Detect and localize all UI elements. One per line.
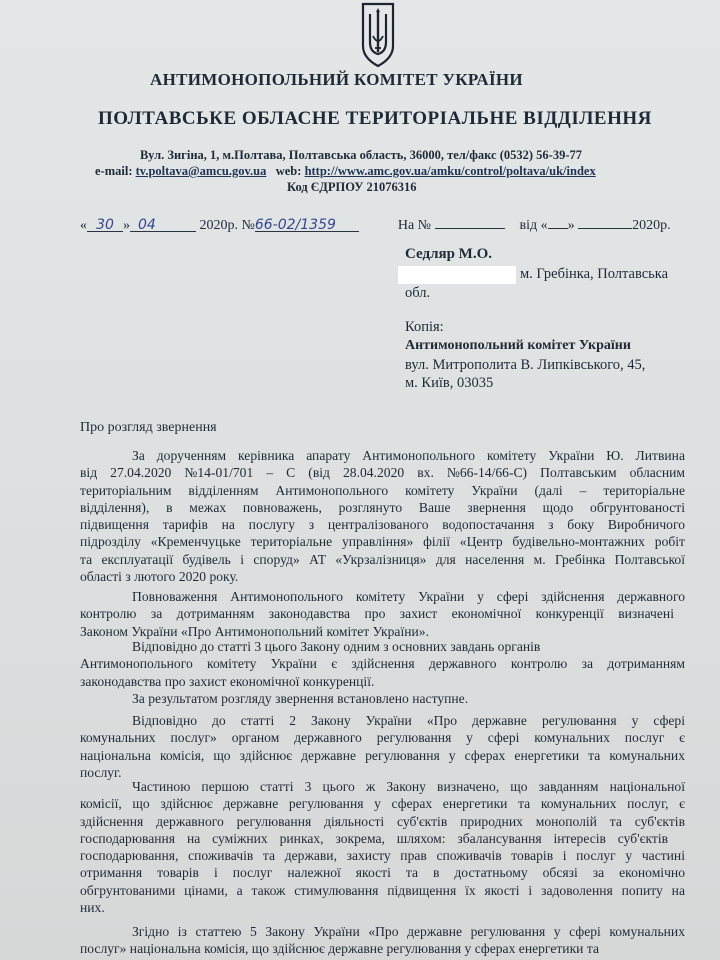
incoming-ref-blank bbox=[435, 214, 505, 229]
text-line: та експлуатації будівель і споруд» АТ «Укрзалізниця» для населення м. Гребінка Полтавської bbox=[80, 551, 685, 567]
date-day-field bbox=[87, 217, 123, 232]
office-address: Вул. Зигіна, 1, м.Полтава, Полтавська область, 36000, тел/факс (0532) 56-39-77 bbox=[140, 148, 583, 162]
recipient-name: Седляр М.О. bbox=[405, 246, 493, 262]
date-year-text: 2020р. № bbox=[199, 218, 255, 233]
text-line: За результатом розгляду звернення встановлено наступне. bbox=[132, 691, 469, 706]
incoming-month-blank bbox=[578, 214, 632, 229]
text-line: Повноваження Антимонопольного комітету України у сфері здійснення державного bbox=[132, 589, 685, 604]
web-link[interactable]: http://www.amc.gov.ua/amku/control/poltava/uk/index bbox=[304, 164, 596, 178]
email-label: e-mail: bbox=[95, 164, 133, 178]
close-quote: » bbox=[123, 218, 130, 233]
copy-address-line2: м. Київ, 03035 bbox=[405, 375, 494, 391]
committee-title: АНТИМОНОПОЛЬНИЙ КОМІТЕТ УКРАЇНИ bbox=[150, 70, 523, 89]
text-line: Антимонопольного комітету України є здійснення державного контролю за дотриманням bbox=[80, 656, 685, 672]
date-month: 04 bbox=[138, 217, 156, 233]
redacted-address-box bbox=[398, 266, 516, 284]
paragraph-1 bbox=[80, 447, 685, 585]
email-link[interactable]: tv.poltava@amcu.gov.ua bbox=[135, 164, 267, 178]
text-line: комісії, що здійснює державне регулювання у сферах енергетики та комунальних послуг, є bbox=[80, 796, 685, 812]
open-quote: « bbox=[80, 218, 87, 233]
incoming-day-blank bbox=[548, 214, 568, 229]
text-line: послуг. bbox=[80, 764, 122, 780]
text-line: законодавства про захист економічної конкуренції. bbox=[80, 673, 375, 689]
text-line: Відповідно до статті 3 цього Закону одним з основних завдань органів bbox=[132, 639, 541, 654]
paragraph-7 bbox=[80, 923, 685, 958]
copy-label: Копія: bbox=[405, 319, 444, 335]
recipient-address-line1: м. Гребінка, Полтавська bbox=[520, 266, 669, 282]
paragraph-4 bbox=[80, 690, 685, 707]
date-month-field bbox=[130, 217, 196, 232]
text-line: Законом України «Про Антимонопольний комітет України». bbox=[80, 623, 429, 639]
incoming-close-quote: » bbox=[567, 218, 575, 233]
incoming-from-label: від « bbox=[519, 218, 548, 233]
text-line: обгрунтованими цінами, а також стимулювання підвищення їх якості і задоволення попиту на bbox=[80, 882, 685, 898]
text-line: здійснення державного регулювання діяльності суб'єктів природних монополій та суб'єктів bbox=[80, 813, 685, 829]
text-line: отримання товарів і послуг належної якості та в достатньому обсязі за економічно bbox=[80, 865, 685, 881]
outgoing-number: 66-02/1359 bbox=[254, 217, 336, 233]
copy-address-line1: вул. Митрополита В. Липківського, 45, bbox=[405, 357, 646, 373]
text-line: господарювання, споживачів та держави, захисту прав споживачів товарів і послуг у частині bbox=[80, 848, 685, 864]
text-line: територіальним відділенням Антимонопольного комітету України (далі – територіальне bbox=[80, 482, 685, 498]
date-day: 30 bbox=[96, 217, 114, 233]
text-line: підрозділу «Кременчуцьке територіальне управління» філії «Центр будівельно-монтажних робіт bbox=[80, 534, 685, 550]
text-line: Частиною першою статті 3 цього ж Закону визначено, що завданням національної bbox=[132, 779, 685, 794]
web-label: web: bbox=[275, 164, 302, 178]
paragraph-2 bbox=[80, 588, 685, 640]
text-line: підвищення тарифів на послугу з централізованого водопостачання з боку Виробничого bbox=[80, 517, 685, 533]
letter-subject: Про розгляд звернення bbox=[80, 420, 217, 435]
text-line: господарювання на суміжних ринках, зокрема, шляхом: збалансування інтересів суб'єктів bbox=[80, 830, 669, 846]
text-line: національна комісія, що здійснює державне регулювання у сферах енергетики та комунальних bbox=[80, 747, 685, 763]
text-line: Згідно із статтею 5 Закону України «Про державне регулювання у сфері комунальних bbox=[132, 924, 685, 939]
edrpou-code: Код ЄДРПОУ 21076316 bbox=[287, 180, 417, 194]
recipient-address-line2: обл. bbox=[405, 285, 431, 301]
text-line: відділення), в межах повноважень, розглянуто Ваше звернення щодо обгрунтованості bbox=[80, 499, 685, 515]
text-line: контролю за дотриманням законодавства про захист економічної конкуренції визначені bbox=[80, 606, 674, 622]
text-line: послуг» національна комісія, що здійснює державне регулювання у сферах енергетики та bbox=[80, 941, 599, 957]
paragraph-5 bbox=[80, 712, 685, 781]
paragraph-3 bbox=[80, 638, 685, 690]
text-line: них. bbox=[80, 900, 105, 916]
incoming-year: 2020р. bbox=[632, 218, 671, 233]
text-line: від 27.04.2020 №14-01/701 – С (від 28.04.2020 вх. №66-14/66-С) Полтавським обласним bbox=[80, 465, 685, 481]
text-line: комунальних послуг» органом державного регулювання у сфері комунальних послуг є bbox=[80, 730, 685, 746]
contact-line bbox=[95, 164, 596, 179]
outgoing-number-field bbox=[255, 217, 359, 232]
department-title: ПОЛТАВСЬКЕ ОБЛАСНЕ ТЕРИТОРІАЛЬНЕ ВІДДІЛЕННЯ bbox=[98, 108, 652, 129]
paragraph-6 bbox=[80, 778, 685, 916]
outgoing-number-line bbox=[80, 214, 671, 234]
incoming-ref-label: На № bbox=[397, 218, 432, 233]
text-line: області з лютого 2020 року. bbox=[80, 569, 239, 585]
copy-organization: Антимонопольний комітет України bbox=[405, 338, 631, 353]
text-line: Відповідно до статті 2 Закону України «Про державне регулювання у сфері bbox=[132, 713, 685, 728]
text-line: За дорученням керівника апарату Антимонопольного комітету України Ю. Литвина bbox=[132, 448, 685, 463]
coat-of-arms-icon bbox=[361, 2, 395, 68]
